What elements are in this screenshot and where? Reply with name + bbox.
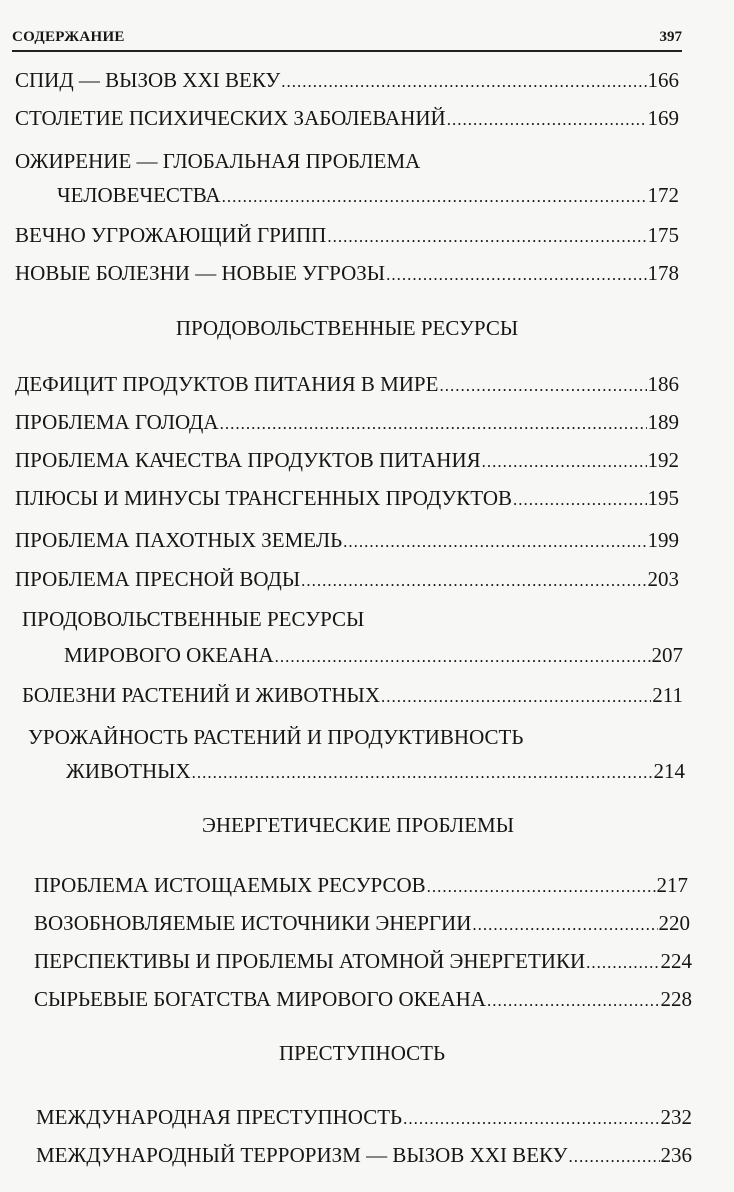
toc-entry-title-line1: ОЖИРЕНИЕ — ГЛОБАЛЬНАЯ ПРОБЛЕМА	[15, 149, 421, 173]
toc-entry[interactable]	[64, 640, 683, 670]
toc-entry-title: ЖИВОТНЫХ	[66, 759, 191, 783]
dot-leader	[439, 369, 646, 399]
toc-entry-page: 186	[647, 372, 679, 396]
toc-entry[interactable]	[34, 870, 688, 900]
toc-entry[interactable]	[15, 525, 679, 555]
dot-leader	[327, 220, 646, 250]
toc-entry-page: 203	[647, 567, 679, 591]
toc-entry-title: ДЕФИЦИТ ПРОДУКТОВ ПИТАНИЯ В МИРЕ	[15, 372, 439, 396]
toc-entry-page: 236	[660, 1143, 692, 1167]
toc-entry-page: 228	[660, 987, 692, 1011]
toc-entry-title: ВЕЧНО УГРОЖАЮЩИЙ ГРИПП	[15, 223, 327, 247]
dot-leader	[275, 640, 651, 670]
toc-entry-title-line1: ПРОДОВОЛЬСТВЕННЫЕ РЕСУРСЫ	[22, 607, 365, 631]
toc-entry[interactable]	[36, 1140, 692, 1170]
running-title: СОДЕРЖАНИЕ	[12, 29, 125, 45]
dot-leader	[447, 103, 647, 133]
toc-entry-title: ПРОБЛЕМА КАЧЕСТВА ПРОДУКТОВ ПИТАНИЯ	[15, 448, 481, 472]
toc-entry-title: БОЛЕЗНИ РАСТЕНИЙ И ЖИВОТНЫХ	[22, 683, 381, 707]
toc-entry[interactable]	[57, 180, 679, 210]
toc-entry-page: 217	[656, 873, 688, 897]
toc-entry-title: СТОЛЕТИЕ ПСИХИЧЕСКИХ ЗАБОЛЕВАНИЙ	[15, 106, 446, 130]
dot-leader	[487, 984, 660, 1014]
toc-entry[interactable]	[15, 65, 679, 95]
toc-entry-title: ПРОБЛЕМА ГОЛОДА	[15, 410, 219, 434]
dot-leader	[482, 445, 647, 475]
dot-leader	[586, 946, 659, 976]
toc-entry-title: МЕЖДУНАРОДНЫЙ ТЕРРОРИЗМ — ВЫЗОВ XXI ВЕКУ	[36, 1143, 568, 1167]
dot-leader	[472, 908, 657, 938]
toc-entry-title: ВОЗОБНОВЛЯЕМЫЕ ИСТОЧНИКИ ЭНЕРГИИ	[34, 911, 472, 935]
toc-entry[interactable]	[15, 220, 679, 250]
section-heading: ПРОДОВОЛЬСТВЕННЫЕ РЕСУРСЫ	[175, 316, 519, 340]
toc-entry-title: СПИД — ВЫЗОВ XXI ВЕКУ	[15, 68, 281, 92]
dot-leader	[568, 1140, 659, 1170]
toc-entry-page: 232	[660, 1105, 692, 1129]
toc-entry[interactable]	[15, 445, 679, 475]
toc-entry-page: 207	[651, 643, 683, 667]
toc-entry-title: НОВЫЕ БОЛЕЗНИ — НОВЫЕ УГРОЗЫ	[15, 261, 386, 285]
toc-entry-title: СЫРЬЕВЫЕ БОГАТСТВА МИРОВОГО ОКЕАНА	[34, 987, 486, 1011]
dot-leader	[343, 525, 646, 555]
toc-entry-page: 178	[647, 261, 679, 285]
dot-leader	[281, 65, 646, 95]
toc-entry-title: ПЛЮСЫ И МИНУСЫ ТРАНСГЕННЫХ ПРОДУКТОВ	[15, 486, 513, 510]
toc-entry[interactable]	[15, 564, 679, 594]
dot-leader	[386, 258, 646, 288]
dot-leader	[381, 680, 651, 710]
toc-entry[interactable]	[34, 908, 690, 938]
toc-entry[interactable]	[15, 407, 679, 437]
dot-leader	[220, 407, 647, 437]
toc-entry[interactable]	[22, 680, 683, 710]
toc-entry-title: ПЕРСПЕКТИВЫ И ПРОБЛЕМЫ АТОМНОЙ ЭНЕРГЕТИКИ	[34, 949, 586, 973]
toc-entry[interactable]	[15, 258, 679, 288]
toc-entry-title: ЧЕЛОВЕЧЕСТВА	[57, 183, 221, 207]
toc-entry-page: 192	[647, 448, 679, 472]
toc-entry-title-line1: УРОЖАЙНОСТЬ РАСТЕНИЙ И ПРОДУКТИВНОСТЬ	[28, 725, 524, 749]
toc-entry-page: 199	[647, 528, 679, 552]
toc-entry-title: МИРОВОГО ОКЕАНА	[64, 643, 274, 667]
dot-leader	[513, 483, 646, 513]
toc-entry-title: ПРОБЛЕМА ИСТОЩАЕМЫХ РЕСУРСОВ	[34, 873, 426, 897]
toc-entry-page: 175	[647, 223, 679, 247]
dot-leader	[222, 180, 647, 210]
toc-entry[interactable]	[15, 103, 679, 133]
toc-entry[interactable]	[34, 946, 692, 976]
toc-entry-title: ПРОБЛЕМА ПРЕСНОЙ ВОДЫ	[15, 567, 301, 591]
toc-entry-page: 195	[647, 486, 679, 510]
toc-entry-page: 211	[652, 683, 683, 707]
toc-entry-page: 224	[660, 949, 692, 973]
toc-entry-page: 220	[658, 911, 690, 935]
toc-entry[interactable]	[36, 1102, 692, 1132]
toc-entry[interactable]	[15, 483, 679, 513]
dot-leader	[301, 564, 646, 594]
section-heading: ПРЕСТУПНОСТЬ	[278, 1041, 446, 1065]
toc-entry-page: 172	[647, 183, 679, 207]
toc-entry-title: МЕЖДУНАРОДНАЯ ПРЕСТУПНОСТЬ	[36, 1105, 403, 1129]
toc-entry-page: 169	[647, 106, 679, 130]
page-number: 397	[659, 29, 682, 45]
dot-leader	[403, 1102, 659, 1132]
toc-entry-title: ПРОБЛЕМА ПАХОТНЫХ ЗЕМЕЛЬ	[15, 528, 343, 552]
toc-entry[interactable]	[34, 984, 692, 1014]
page-header	[12, 22, 682, 52]
toc-entry-page: 166	[647, 68, 679, 92]
dot-leader	[192, 756, 653, 786]
dot-leader	[427, 870, 656, 900]
toc-entry-page: 189	[647, 410, 679, 434]
toc-entry-page: 214	[653, 759, 685, 783]
toc-entry[interactable]	[66, 756, 685, 786]
section-heading: ЭНЕРГЕТИЧЕСКИЕ ПРОБЛЕМЫ	[201, 813, 515, 837]
toc-entry[interactable]	[15, 369, 679, 399]
